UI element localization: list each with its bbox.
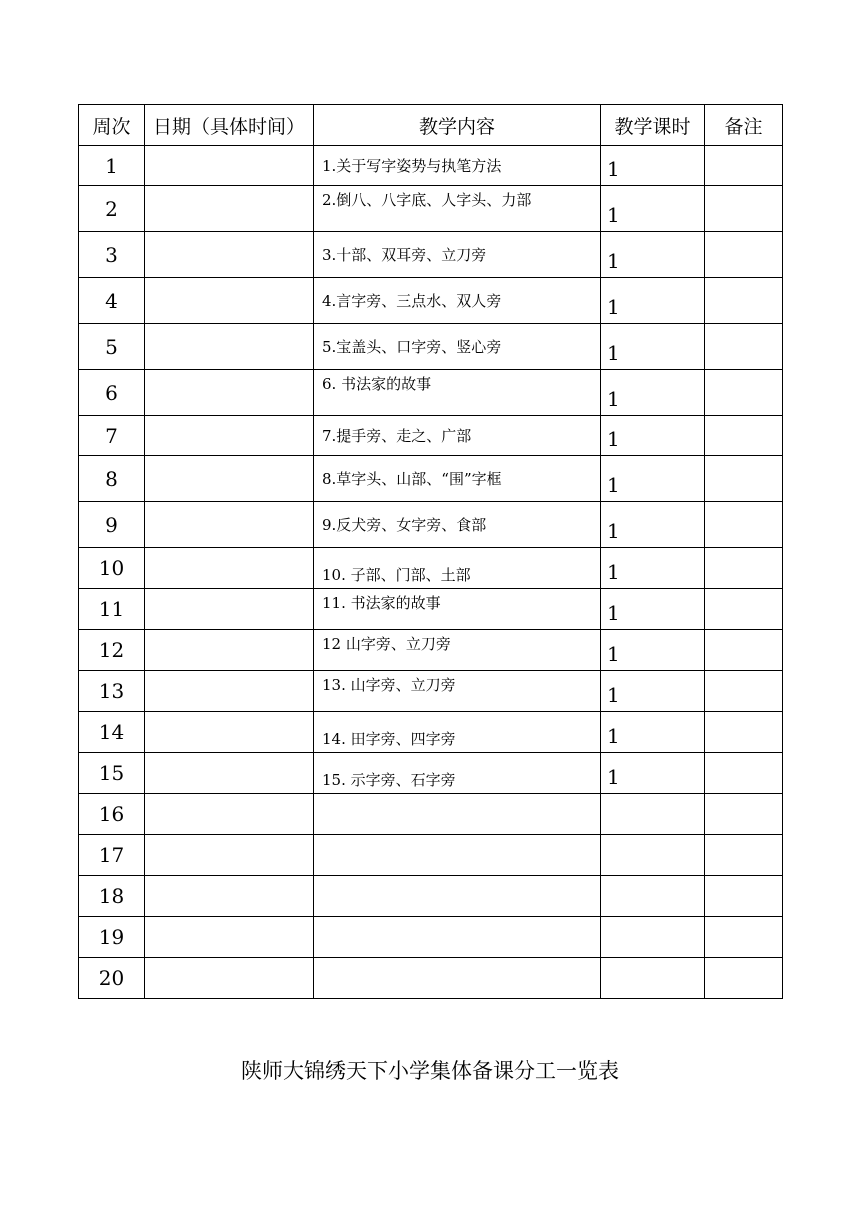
hours-cell: 1 [601,502,705,548]
table-row [79,502,783,548]
week-cell: 12 [79,630,145,671]
hours-cell: 1 [601,232,705,278]
content-cell [314,876,601,917]
table-row [79,416,783,456]
week-cell: 14 [79,712,145,753]
content-cell: 5.宝盖头、口字旁、竖心旁 [314,324,601,370]
date-cell [145,630,314,671]
week-cell: 7 [79,416,145,456]
content-cell: 4.言字旁、三点水、双人旁 [314,278,601,324]
week-cell: 17 [79,835,145,876]
date-cell [145,278,314,324]
notes-cell [705,232,783,278]
notes-cell [705,794,783,835]
hours-cell: 1 [601,370,705,416]
notes-cell [705,502,783,548]
week-cell: 15 [79,753,145,794]
table-row [79,548,783,589]
week-cell: 8 [79,456,145,502]
date-cell [145,876,314,917]
date-cell [145,835,314,876]
week-cell: 10 [79,548,145,589]
week-cell: 2 [79,186,145,232]
table-row [79,671,783,712]
table-row [79,370,783,416]
date-cell [145,370,314,416]
table-row [79,876,783,917]
table-row [79,456,783,502]
hours-cell: 1 [601,324,705,370]
notes-cell [705,456,783,502]
date-cell [145,416,314,456]
content-cell: 14. 田字旁、四字旁 [314,712,601,753]
content-cell: 6. 书法家的故事 [314,370,601,416]
table-row [79,794,783,835]
content-cell: 10. 子部、门部、土部 [314,548,601,589]
date-cell [145,917,314,958]
hours-cell: 1 [601,630,705,671]
table-row [79,589,783,630]
week-cell: 5 [79,324,145,370]
content-cell [314,835,601,876]
notes-cell [705,630,783,671]
table-row [79,712,783,753]
week-cell: 13 [79,671,145,712]
week-cell: 3 [79,232,145,278]
header-content: 教学内容 [314,105,601,146]
week-cell: 16 [79,794,145,835]
date-cell [145,324,314,370]
hours-cell: 1 [601,278,705,324]
table-body [79,146,783,999]
date-cell [145,712,314,753]
week-cell: 4 [79,278,145,324]
date-cell [145,232,314,278]
notes-cell [705,958,783,999]
date-cell [145,794,314,835]
table-row [79,324,783,370]
content-cell: 12 山字旁、立刀旁 [314,630,601,671]
header-row [79,105,783,146]
table-row [79,958,783,999]
content-cell: 3.十部、双耳旁、立刀旁 [314,232,601,278]
notes-cell [705,370,783,416]
week-cell: 20 [79,958,145,999]
notes-cell [705,278,783,324]
content-cell: 15. 示字旁、石字旁 [314,753,601,794]
week-cell: 1 [79,146,145,186]
hours-cell: 1 [601,589,705,630]
table-row [79,186,783,232]
header-notes: 备注 [705,105,783,146]
hours-cell [601,876,705,917]
content-cell: 8.草字头、山部、“围”字框 [314,456,601,502]
week-cell: 19 [79,917,145,958]
date-cell [145,671,314,712]
hours-cell: 1 [601,671,705,712]
date-cell [145,146,314,186]
notes-cell [705,835,783,876]
content-cell [314,917,601,958]
hours-cell [601,917,705,958]
hours-cell: 1 [601,186,705,232]
hours-cell [601,835,705,876]
notes-cell [705,671,783,712]
notes-cell [705,917,783,958]
content-cell: 1.关于写字姿势与执笔方法 [314,146,601,186]
content-cell [314,794,601,835]
notes-cell [705,876,783,917]
week-cell: 18 [79,876,145,917]
week-cell: 11 [79,589,145,630]
content-cell: 7.提手旁、走之、广部 [314,416,601,456]
date-cell [145,502,314,548]
content-cell: 11. 书法家的故事 [314,589,601,630]
content-cell [314,958,601,999]
date-cell [145,589,314,630]
hours-cell [601,958,705,999]
table-row [79,232,783,278]
date-cell [145,958,314,999]
table-row [79,146,783,186]
notes-cell [705,712,783,753]
hours-cell: 1 [601,456,705,502]
table-row [79,753,783,794]
notes-cell [705,548,783,589]
hours-cell: 1 [601,548,705,589]
content-cell: 2.倒八、八字底、人字头、力部 [314,186,601,232]
date-cell [145,753,314,794]
notes-cell [705,753,783,794]
date-cell [145,548,314,589]
week-cell: 9 [79,502,145,548]
notes-cell [705,416,783,456]
header-date: 日期（具体时间） [145,105,314,146]
header-week: 周次 [79,105,145,146]
notes-cell [705,589,783,630]
date-cell [145,186,314,232]
lesson-schedule-table [78,104,783,999]
table-row [79,835,783,876]
table-row [79,630,783,671]
table-row [79,278,783,324]
notes-cell [705,324,783,370]
hours-cell: 1 [601,712,705,753]
date-cell [145,456,314,502]
content-cell: 9.反犬旁、女字旁、食部 [314,502,601,548]
hours-cell: 1 [601,146,705,186]
week-cell: 6 [79,370,145,416]
content-cell: 13. 山字旁、立刀旁 [314,671,601,712]
header-hours: 教学课时 [601,105,705,146]
notes-cell [705,186,783,232]
hours-cell [601,794,705,835]
table-row [79,917,783,958]
hours-cell: 1 [601,753,705,794]
notes-cell [705,146,783,186]
document-title: 陕师大锦绣天下小学集体备课分工一览表 [241,1059,619,1083]
hours-cell: 1 [601,416,705,456]
